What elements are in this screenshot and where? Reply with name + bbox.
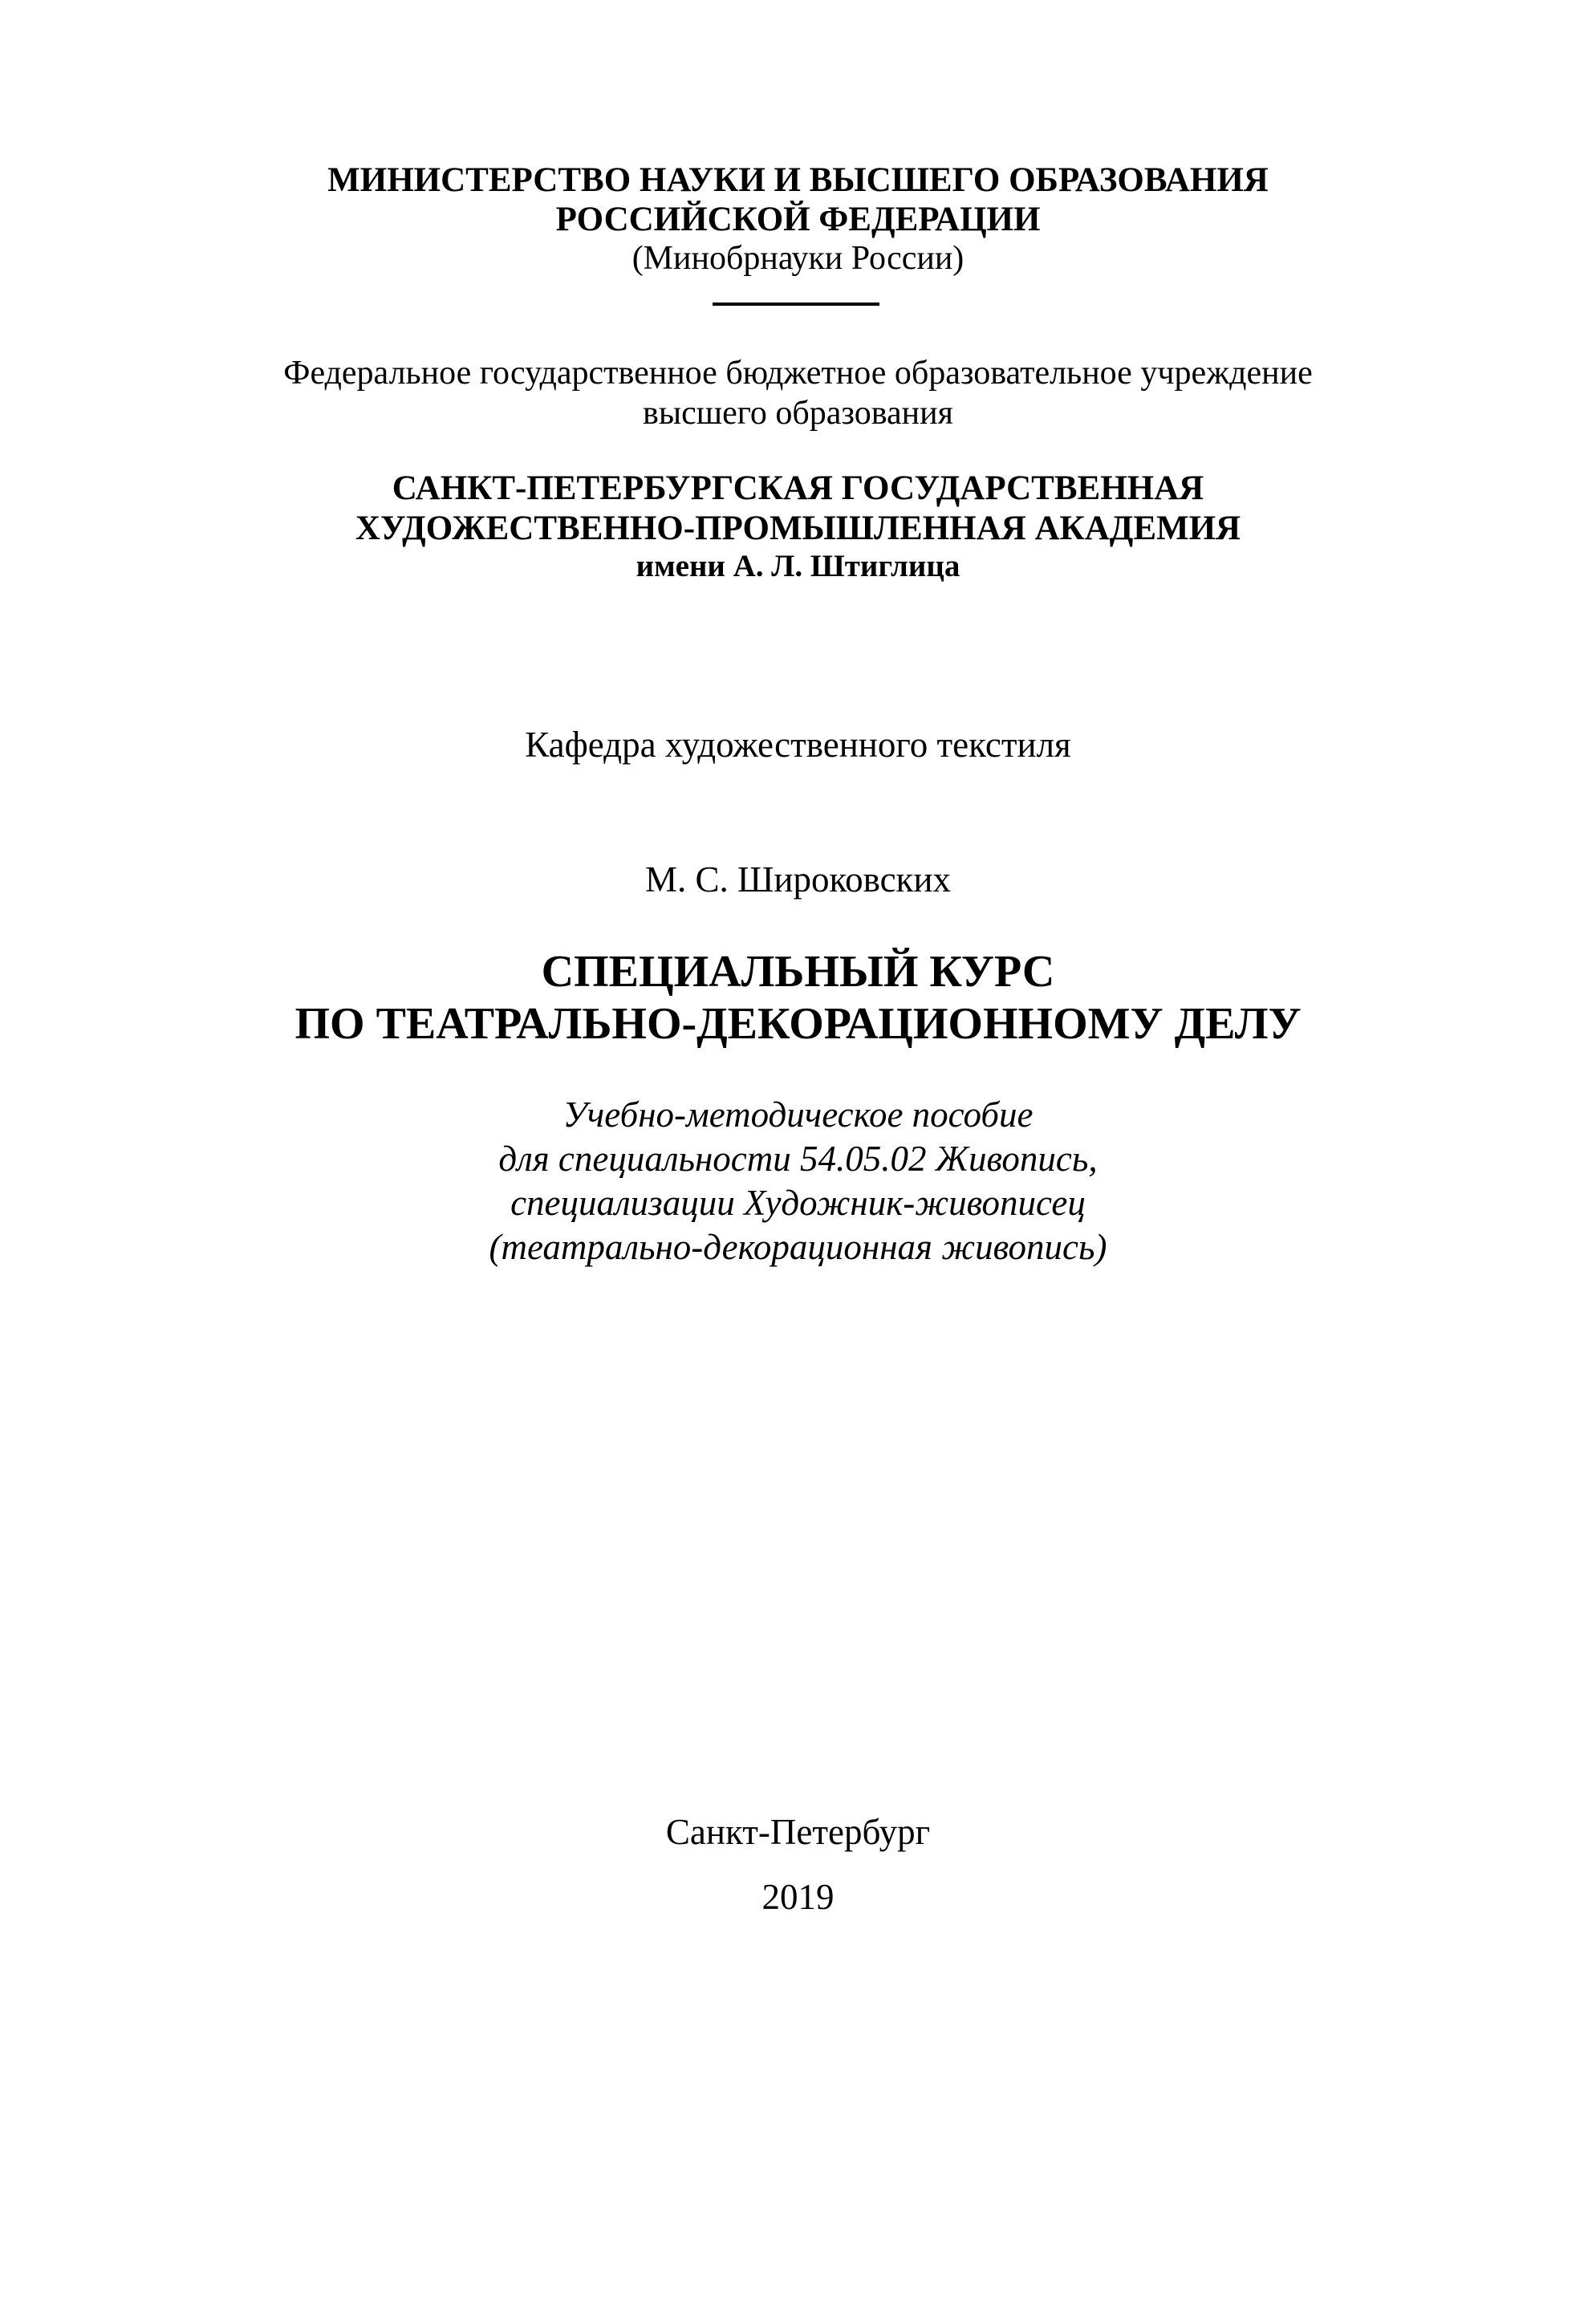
ministry-line-1: МИНИСТЕРСТВО НАУКИ И ВЫСШЕГО ОБРАЗОВАНИЯ bbox=[327, 161, 1269, 199]
academy-name-line-2: ХУДОЖЕСТВЕННО-ПРОМЫШЛЕННАЯ АКАДЕМИЯ bbox=[355, 510, 1241, 547]
subtitle-line-3: специализации Художник-живописец bbox=[510, 1183, 1086, 1223]
department-name: Кафедра художественного текстиля bbox=[525, 725, 1071, 765]
publication-year: 2019 bbox=[761, 1877, 835, 1917]
header-divider bbox=[713, 303, 879, 306]
subtitle-line-4: (театрально-декорационная живопись) bbox=[489, 1227, 1107, 1267]
institution-type-line-1: Федеральное государственное бюджетное образовательное учреждение bbox=[283, 355, 1313, 392]
author-name: М. С. Широковских bbox=[645, 859, 951, 900]
ministry-line-2: РОССИЙСКОЙ ФЕДЕРАЦИИ bbox=[555, 201, 1041, 238]
book-title-line-2: ПО ТЕАТРАЛЬНО-ДЕКОРАЦИОННОМУ ДЕЛУ bbox=[294, 999, 1302, 1049]
subtitle-line-2: для специальности 54.05.02 Живопись, bbox=[498, 1139, 1098, 1179]
ministry-short-name: (Минобрнауки России) bbox=[631, 240, 965, 277]
academy-name-line-1: САНКТ-ПЕТЕРБУРГСКАЯ ГОСУДАРСТВЕННАЯ bbox=[392, 469, 1204, 507]
publication-city: Санкт-Петербург bbox=[665, 1812, 931, 1852]
book-title-line-1: СПЕЦИАЛЬНЫЙ КУРС bbox=[541, 947, 1055, 997]
institution-type-line-2: высшего образования bbox=[643, 395, 953, 432]
subtitle-line-1: Учебно-методическое пособие bbox=[562, 1095, 1034, 1135]
academy-name-line-3: имени А. Л. Штиглица bbox=[636, 549, 960, 583]
